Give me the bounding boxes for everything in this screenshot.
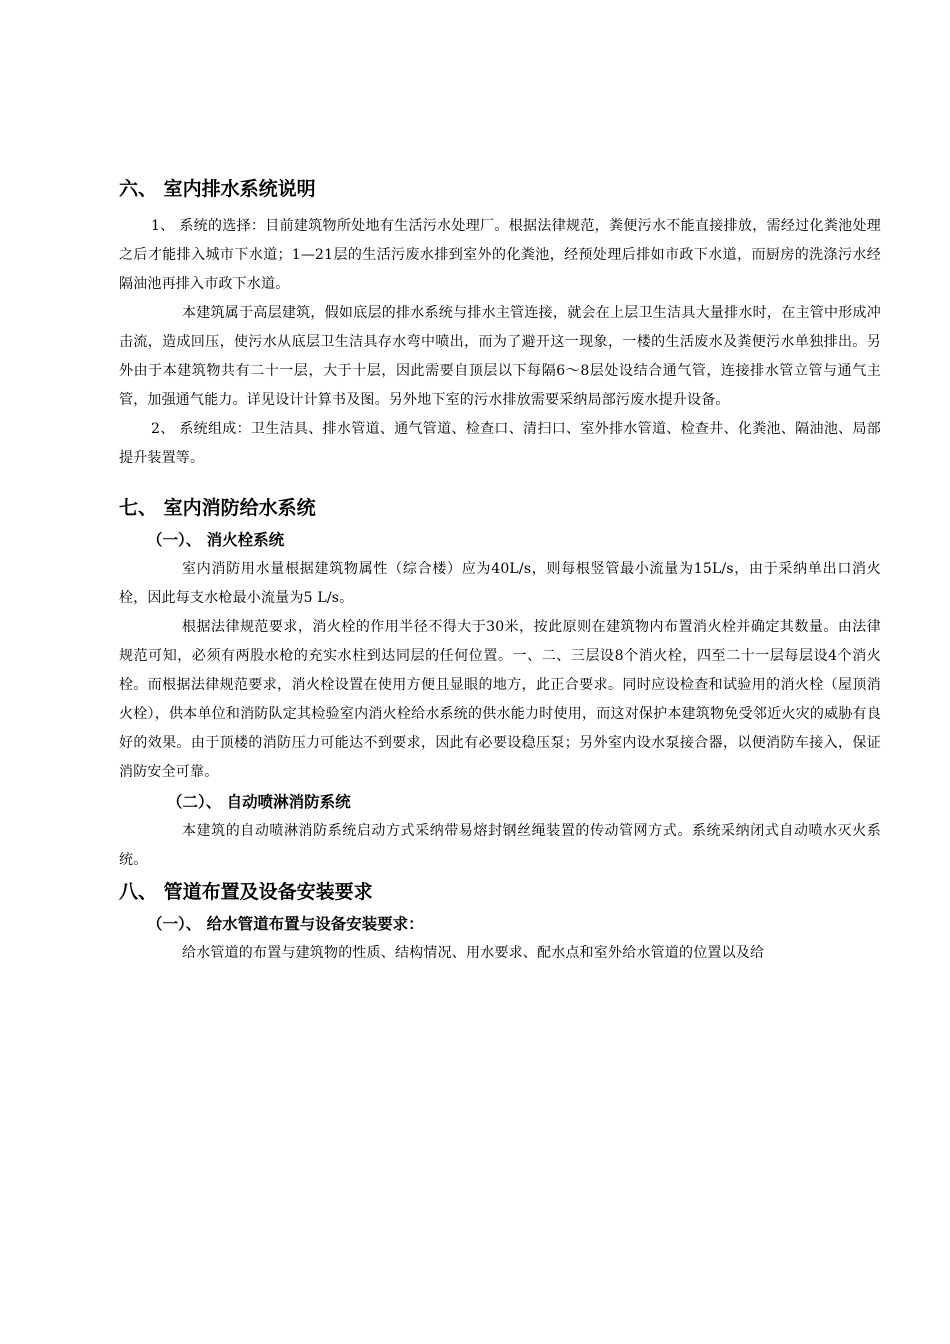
- section-7-subheading-1: （一）、 消火栓系统: [147, 531, 285, 549]
- section-6-paragraph-2: 本建筑属于高层建筑，假如底层的排水系统与排水主管连接，就会在上层卫生洁具大量排水时，在主管中形成冲击流，造成回压，使污水从底层卫生洁具存水弯中喷出，而为了避开这一现象，一楼的生活废水及粪便污水单独排出。另外由于本建筑物共有二十一层，大于十层，因此需要自顶层以下每隔6～8层处设结合通气管，连接排水管立管与通气主管，加强通气能力。详见设计计算书及图。另外地下室的污水排放需要采纳局部污废水提升设备。: [119, 305, 881, 408]
- section-6-heading: 六、 室内排水系统说明: [119, 178, 316, 200]
- section-8-heading: 八、 管道布置及设备安装要求: [119, 881, 373, 903]
- section-7-paragraph-2: 根据法律规范要求，消火栓的作用半径不得大于30米，按此原则在建筑物内布置消火栓并确定其数量。由法律规范可知，必须有两股水枪的充实水柱到达同层的任何位置。一、二、三层设8个消火栓，四至二十一层每层设4个消火栓。而根据法律规范要求，消火栓设置在使用方便且显眼的地方，此正合要求。同时应设检查和试验用的消火栓（屋顶消火栓），供本单位和消防队定其检验室内消火栓给水系统的供水能力时使用，而这对保护本建筑物免受邻近火灾的威胁有良好的效果。由于顶楼的消防压力可能达不到要求，因此有必要设稳压泵；另外室内设水泵接合器，以便消防车接入，保证消防安全可靠。: [119, 619, 881, 780]
- document-page: [119, 172, 881, 968]
- section-7-subheading-2: （二）、 自动喷淋消防系统: [167, 793, 351, 811]
- section-8-paragraph-1: 给水管道的布置与建筑物的性质、结构情况、用水要求、配水点和室外给水管道的位置以及给: [182, 945, 765, 961]
- section-7-heading: 七、 室内消防给水系统: [119, 497, 316, 519]
- section-7-paragraph-3: 本建筑的自动喷淋消防系统启动方式采纳带易熔封钢丝绳装置的传动管网方式。系统采纳闭式自动喷水灭火系统。: [119, 823, 881, 868]
- section-6-paragraph-1: 1、 系统的选择：目前建筑物所处地有生活污水处理厂。根据法律规范，粪便污水不能直接排放，需经过化粪池处理之后才能排入城市下水道；1—21层的生活污废水排到室外的化粪池，经预处理后排如市政下水道，而厨房的洗涤污水经隔油池再排入市政下水道。: [119, 218, 881, 292]
- section-6-paragraph-3: 2、 系统组成：卫生洁具、排水管道、通气管道、检查口、清扫口、室外排水管道、检查井、化粪池、隔油池、局部提升装置等。: [119, 421, 881, 466]
- section-7-paragraph-1: 室内消防用水量根据建筑物属性（综合楼）应为40L/s，则每根竖管最小流量为15L/s，由于采纳单出口消火栓，因此每支水枪最小流量为5 L/s。: [119, 561, 881, 606]
- section-8-subheading-1: （一）、 给水管道布置与设备安装要求：: [147, 915, 424, 933]
